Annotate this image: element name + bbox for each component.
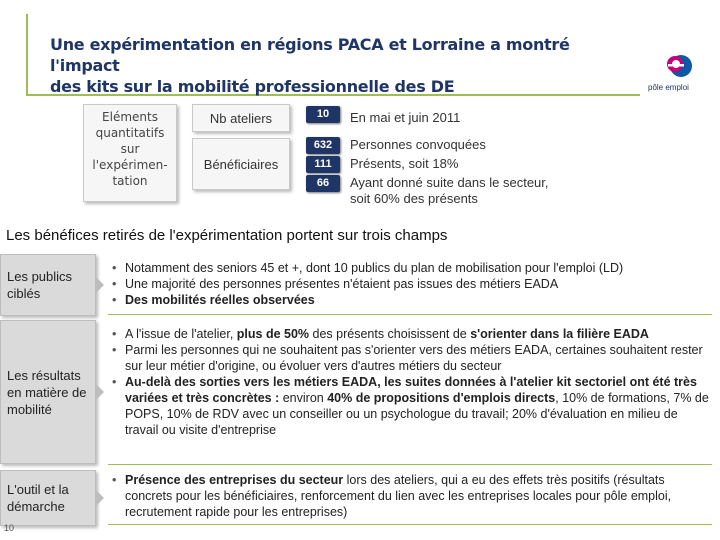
figure-badge: 10 xyxy=(306,106,340,123)
figure-badge: 632 xyxy=(306,137,340,154)
metric-workshops: Nb ateliers xyxy=(192,104,290,132)
text: lors des ateliers, qui a eu des effets très positifs (résultats concrets pour les bénéficiaires, renforcement du lien avec les entreprises locales pour pôle emploi, recrutement rapide pour les entreprises) xyxy=(125,473,672,519)
bold-text: Des mobilités réelles observées xyxy=(125,293,315,307)
bullet-list xyxy=(108,472,712,520)
page-number: 10 xyxy=(4,523,15,533)
quant-label-line: quantitatifs xyxy=(95,126,165,140)
section-subheading: Les bénéfices retirés de l'expérimentation portent sur trois champs xyxy=(6,227,448,244)
title-line-1: Une expérimentation en régions PACA et Lorraine a montré l'impact xyxy=(50,35,570,75)
bold-text: s'orienter dans la filière EADA xyxy=(470,327,649,341)
row-body-results xyxy=(108,326,712,465)
metric-beneficiaries: Bénéficiaires xyxy=(192,138,290,190)
figure-text-line: Ayant donné suite dans le secteur, xyxy=(350,175,549,190)
text: Parmi les personnes qui ne souhaitent pas s'orienter vers des métiers EADA, certaines souhaitent rester sur leur métier d'origine, ou évoluer vers d'autres métiers du secteur xyxy=(125,343,703,373)
row-body-tool xyxy=(108,472,712,525)
bullet-list xyxy=(108,326,712,438)
figure-text: Personnes convoquées xyxy=(350,137,486,152)
row-arrow xyxy=(96,490,104,506)
bullet-list xyxy=(108,260,712,308)
row-body-publics xyxy=(108,260,712,315)
text: Notamment des seniors 45 et +, dont 10 publics du plan de mobilisation pour l'emploi (LD) xyxy=(125,261,624,275)
figure-text xyxy=(350,175,549,207)
row-label-publics: Les publics ciblés xyxy=(0,254,96,316)
bold-text: plus de 50% xyxy=(236,327,310,341)
text: environ xyxy=(282,391,328,405)
page-title xyxy=(50,34,630,97)
bullet-item xyxy=(108,276,712,292)
bullet-item xyxy=(108,292,712,308)
quant-label-line: tation xyxy=(112,174,148,188)
quantitative-label xyxy=(84,109,176,189)
bold-text: 40% de propositions d'emplois directs xyxy=(327,391,556,405)
bold-text: Présence des entreprises du secteur xyxy=(125,473,344,487)
row-label-tool: L'outil et la démarche xyxy=(0,470,96,526)
figure-badge: 111 xyxy=(306,156,340,173)
text: des présents choisissent de xyxy=(309,327,471,341)
text: Une majorité des personnes présentes n'étaient pas issues des métiers EADA xyxy=(125,277,559,291)
quant-label-line: Eléments xyxy=(102,110,158,124)
figure-text: En mai et juin 2011 xyxy=(350,110,461,125)
figure-text-line: soit 60% des présents xyxy=(350,191,478,206)
bullet-item xyxy=(108,472,712,520)
quant-label-line: sur xyxy=(120,142,140,156)
logo-text: pôle emploi xyxy=(648,83,689,92)
title-line-2: des kits sur la mobilité professionnelle des DE xyxy=(50,77,455,96)
text: A l'issue de l'atelier, xyxy=(125,327,237,341)
bullet-item xyxy=(108,342,712,374)
quantitative-elements-box xyxy=(83,104,177,202)
row-arrow xyxy=(96,384,104,400)
bold-text: Au-delà des sorties vers les métiers EADA, les suites données à l'atelier kit sectoriel ont été très variées et très concrètes : xyxy=(125,375,697,405)
figure-text: Présents, soit 18% xyxy=(350,156,459,171)
row-label-results: Les résultats en matière de mobilité xyxy=(0,320,96,464)
text: , 10% de formations, 7% de POPS, 10% de RDV avec un conseiller ou un psychologue du travail; 20% d'évaluation en milieu de travail ou visite d'entreprise xyxy=(125,391,709,437)
bullet-item xyxy=(108,374,712,438)
row-arrow xyxy=(96,277,104,293)
bullet-item xyxy=(108,326,712,342)
quant-label-line: l'expérimen- xyxy=(92,158,168,172)
figure-badge: 66 xyxy=(306,175,340,192)
bullet-item xyxy=(108,260,712,276)
